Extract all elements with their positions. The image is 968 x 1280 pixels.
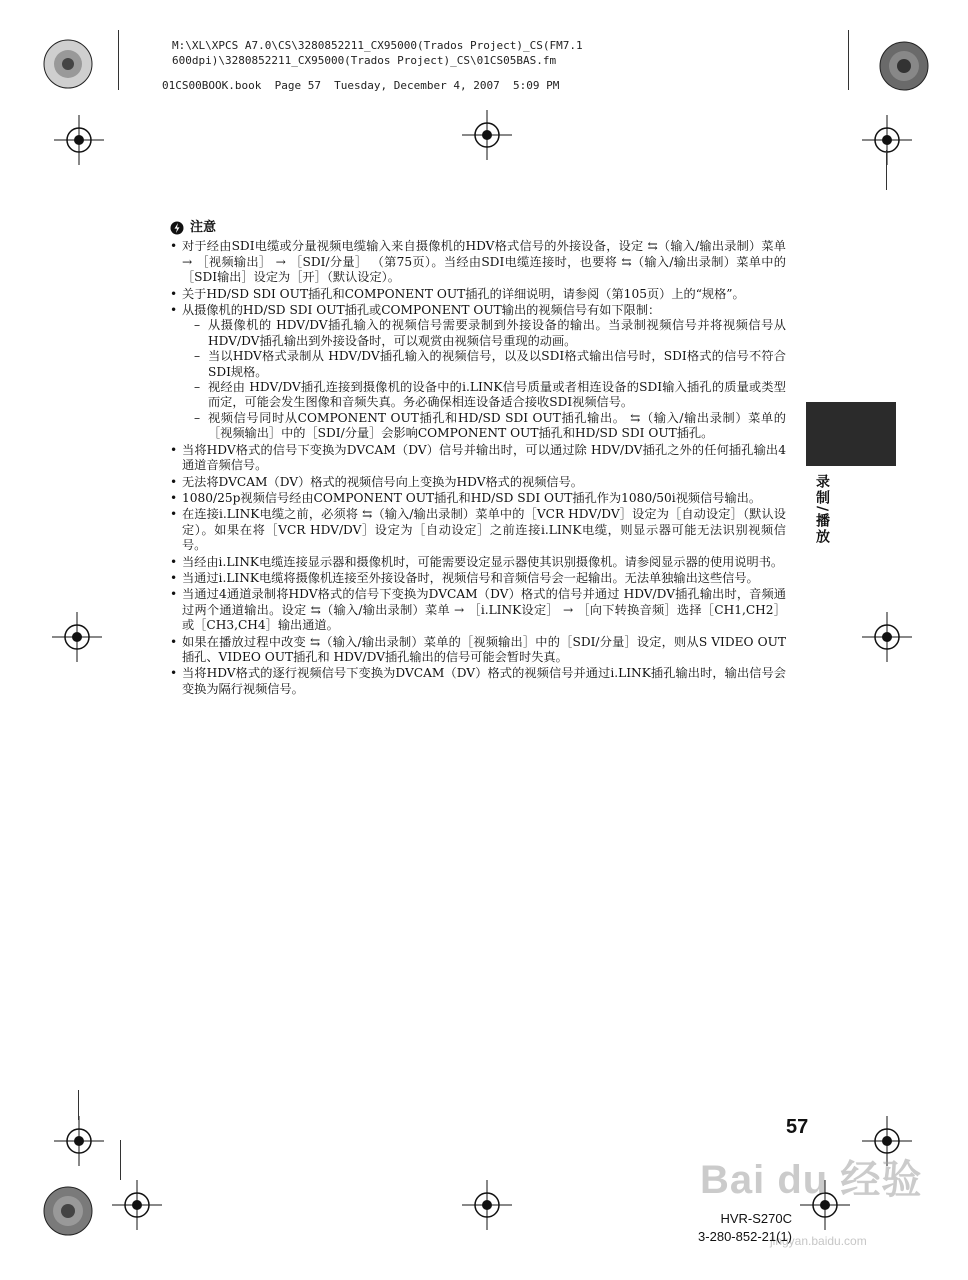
list-item: • 当经由i.LINK电缆连接显示器和摄像机时，可能需要设定显示器使其识别摄像机。请参阅显示器的使用说明书。 [170,555,786,570]
sub-list-item: – 视频信号同时从COMPONENT OUT插孔和HD/SD SDI OUT插孔输出。 ⇆（输入/输出录制）菜单的［视频输出］中的［SDI/分量］会影响COMPONENT OUT插孔和HD/SD SDI OUT插孔。 [182,411,786,442]
caution-list [170,239,786,697]
note-title: 注意 [190,220,217,235]
note-heading [170,220,786,235]
crop-line [848,30,849,90]
list-item [170,303,786,442]
list-item: • 对于经由SDI电缆或分量视频电缆输入来自摄像机的HDV格式信号的外接设备，设定 ⇆（输入/输出录制）菜单 → ［视频输出］ → ［SDI/分量］ （第75页）。当经由SDI电缆连接时，也要将 ⇆（输入/输出录制）菜单中的［SDI输出］设定为［开］（默认设定）。 [170,239,786,285]
book-info-line: 01CS00BOOK.book Page 57 Tuesday, December 4, 2007 5:09 PM [162,79,560,92]
crop-line [78,1090,79,1120]
crosshair-icon [462,1180,512,1230]
crop-line [120,1140,121,1180]
watermark-url: jingyan.baidu.com [770,1234,867,1248]
crosshair-icon [52,612,102,662]
sub-list-item: – 当以HDV格式录制从 HDV/DV插孔输入的视频信号，以及以SDI格式输出信号时，SDI格式的信号不符合SDI规格。 [182,349,786,380]
list-item: • 关于HD/SD SDI OUT插孔和COMPONENT OUT插孔的详细说明，请参阅（第105页）上的“规格”。 [170,287,786,302]
section-label: 录制/播放 [814,474,830,546]
sub-list-item: – 从摄像机的 HDV/DV插孔输入的视频信号需要录制到外接设备的输出。当录制视频信号并将视频信号从 HDV/DV插孔输出到外接设备时，可以观赏由视频信号重现的动画。 [182,318,786,349]
list-item: • 当将HDV格式的信号下变换为DVCAM（DV）信号并输出时，可以通过除 HDV/DV插孔之外的任何插孔输出4通道音频信号。 [170,443,786,474]
file-path-line-1: M:\XL\XPCS A7.0\CS\3280852211_CX95000(Trados Project)_CS(FM7.1 [172,39,583,52]
list-item: • 当通过4通道录制将HDV格式的信号下变换为DVCAM（DV）格式的信号并通过 HDV/DV插孔输出时，音频通过两个通道输出。设定 ⇆（输入/输出录制）菜单 → ［i.LINK设定］ → ［向下转换音频］选择［CH1,CH2］或［CH3,CH4］输出通道。 [170,587,786,633]
crosshair-icon [54,1116,104,1166]
watermark-logo: Bai du 经验 [700,1158,923,1202]
file-path-line-2: 600dpi)\3280852211_CX95000(Trados Project)_CS\01CS05BAS.fm [172,54,557,67]
crosshair-icon [862,115,912,165]
list-item: • 在连接i.LINK电缆之前，必须将 ⇆（输入/输出录制）菜单中的［VCR HDV/DV］设定为［自动设定］（默认设定）。如果在将［VCR HDV/DV］设定为［自动设定］之前连接i.LINK电缆，则显示器可能无法识别视频信号。 [170,507,786,553]
crosshair-icon [112,1180,162,1230]
registration-circle-icon [42,1185,94,1237]
crop-line [886,150,887,190]
list-item: • 当通过i.LINK电缆将摄像机连接至外接设备时，视频信号和音频信号会一起输出。无法单独输出这些信号。 [170,571,786,586]
list-item: • 1080/25p视频信号经由COMPONENT OUT插孔和HD/SD SDI OUT插孔作为1080/50i视频信号输出。 [170,491,786,506]
list-item-text: 从摄像机的HD/SD SDI OUT插孔或COMPONENT OUT输出的视频信号有如下限制： [182,303,661,318]
page-number: 57 [786,1116,809,1138]
sub-list-item: – 视经由 HDV/DV插孔连接到摄像机的设备中的i.LINK信号质量或者相连设备的SDI输入插孔的质量或类型而定，可能会发生图像和音频失真。务必确保相连设备适合接收SDI视频信号。 [182,380,786,411]
document-code: 3-280-852-21(1) [698,1229,792,1244]
section-tab [806,402,896,466]
crosshair-icon [462,110,512,160]
caution-section [170,220,786,698]
list-item: • 如果在播放过程中改变 ⇆（输入/输出录制）菜单的［视频输出］中的［SDI/分量］设定，则从S VIDEO OUT插孔、VIDEO OUT插孔和 HDV/DV插孔输出的信号可能会暂时失真。 [170,635,786,666]
registration-circle-icon [878,40,930,92]
model-name: HVR-S270C [720,1211,792,1226]
list-item: • 当将HDV格式的逐行视频信号下变换为DVCAM（DV）格式的视频信号并通过i.LINK插孔输出时，输出信号会变换为隔行视频信号。 [170,666,786,697]
caution-icon [170,221,184,235]
list-item: • 无法将DVCAM（DV）格式的视频信号向上变换为HDV格式的视频信号。 [170,475,786,490]
registration-circle-icon [42,38,94,90]
crop-line [118,30,119,90]
sub-list [182,318,786,441]
crosshair-icon [862,612,912,662]
crosshair-icon [54,115,104,165]
